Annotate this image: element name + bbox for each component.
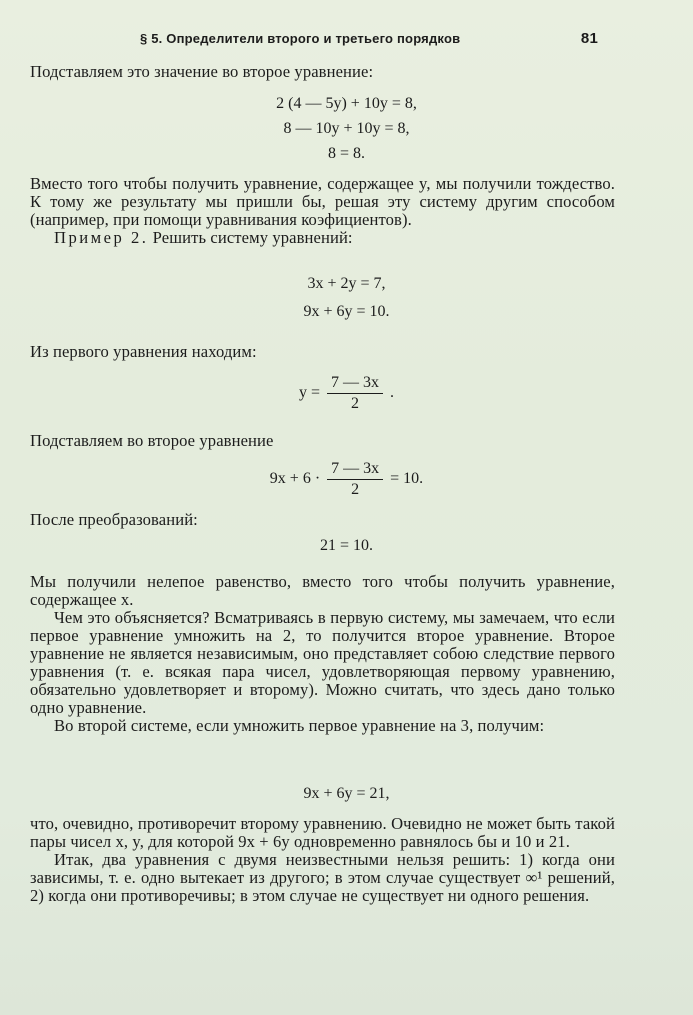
paragraph — [30, 432, 615, 450]
paragraph-text: Итак, два уравнения с двумя неизвестными нельзя решить: 1) когда они зависимы, т. е. одно вытекает из другого; в этом случае существует ∞¹ решений, 2) когда они противоречивы; в этом случае не существует ни одного решения. — [30, 850, 615, 905]
example-label: Пример 2. — [54, 228, 149, 247]
equation-fraction — [0, 374, 693, 413]
equation-lhs: 9x + 6 · — [269, 470, 321, 488]
equation: 8 — 10y + 10y = 8, — [283, 120, 410, 137]
paragraph — [30, 573, 615, 735]
example-text: Решить систему уравнений: — [148, 228, 353, 247]
equation: 3x + 2y = 7, — [307, 275, 386, 292]
fraction — [327, 460, 383, 499]
paragraph-text: После преобразований: — [30, 510, 198, 529]
paragraph-text: что, очевидно, противоречит второму уравнению. Очевидно не может быть такой пары чисел x, y, для которой 9x + 6y одновременно равнялось бы и 10 и 21. — [30, 814, 615, 851]
paragraph — [30, 63, 615, 81]
paragraph — [30, 511, 615, 529]
denominator: 2 — [351, 481, 360, 498]
paragraph — [30, 343, 615, 361]
fraction — [327, 374, 383, 413]
paragraph-text: Из первого уравнения находим: — [30, 342, 257, 361]
paragraph-text: Во второй системе, если умножить первое уравнение на 3, получим: — [54, 716, 545, 735]
equation: 9x + 6y = 21, — [303, 785, 390, 802]
example-heading — [30, 229, 615, 247]
equation-tail: = 10. — [390, 470, 424, 488]
paragraph — [30, 175, 615, 247]
equation: 21 = 10. — [319, 537, 374, 554]
numerator: 7 — 3x — [327, 374, 383, 394]
equation-tail: . — [390, 384, 395, 402]
running-header — [140, 30, 610, 47]
denominator: 2 — [351, 395, 360, 412]
section-title: § 5. Определители второго и третьего порядков — [140, 31, 461, 46]
paragraph — [30, 815, 615, 905]
paragraph-text: Подставляем во второе уравнение — [30, 431, 274, 450]
equation-fraction — [0, 460, 693, 499]
page-number: 81 — [580, 30, 598, 47]
equation: 9x + 6y = 10. — [303, 303, 390, 320]
numerator: 7 — 3x — [327, 460, 383, 480]
paragraph-text: Вместо того чтобы получить уравнение, содержащее y, мы получили тождество. К тому же результату мы пришли бы, решая эту систему другим способом (например, при помощи уравнивания коэфициентов). — [30, 174, 615, 229]
paragraph-text: Мы получили нелепое равенство, вместо того чтобы получить уравнение, содержащее x. — [30, 572, 615, 609]
paragraph-text: Подставляем это значение во второе уравнение: — [30, 62, 374, 81]
equation: 8 = 8. — [327, 145, 366, 162]
paragraph-text: Чем это объясняется? Всматриваясь в первую систему, мы замечаем, что если первое уравнение умножить на 2, то получится второе уравнение. Второе уравнение не является независимым, оно представляет собою следствие первого уравнения (т. е. всякая пара чисел, удовлетворяющая первому уравнению, обязательно удовлетворяет и второму). Можно считать, что здесь дано только одно уравнение. — [30, 608, 615, 717]
equation-lhs: y = — [298, 384, 321, 402]
equation: 2 (4 — 5y) + 10y = 8, — [276, 95, 417, 112]
